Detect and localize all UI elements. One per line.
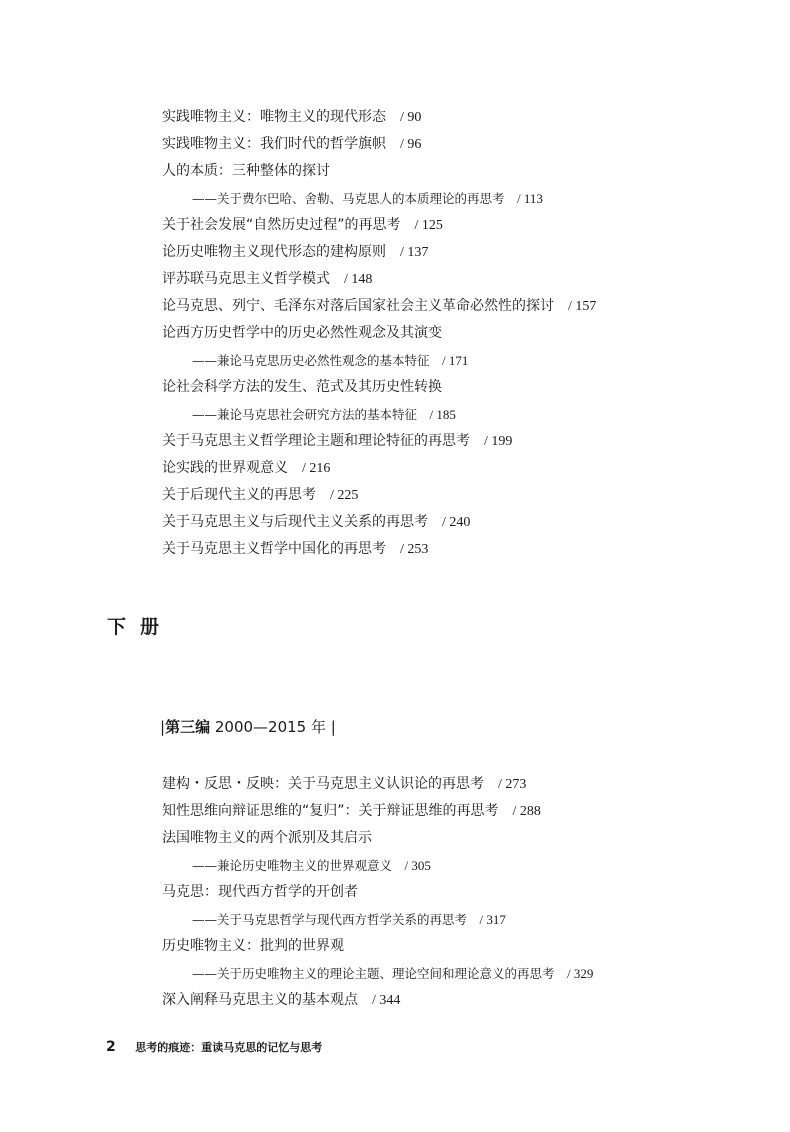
toc-entry-title: ——兼论马克思社会研究方法的基本特征 (192, 407, 418, 422)
toc-entry (162, 536, 762, 563)
toc-entry (162, 879, 762, 906)
toc-entry-page: / 171 (442, 353, 469, 368)
toc-entry-title: 马克思：现代西方哲学的开创者 (162, 884, 358, 900)
toc-entry-title: 实践唯物主义：我们时代的哲学旗帜 (162, 136, 386, 152)
toc-subtitle-entry (162, 401, 762, 428)
toc-entry-title: 知性思维向辩证思维的“复归”：关于辩证思维的再思考 (162, 803, 499, 819)
toc-entry-title: 论社会科学方法的发生、范式及其历史性转换 (162, 379, 442, 395)
toc-entry-title: 建构・反思・反映：关于马克思主义认识论的再思考 (162, 776, 484, 792)
toc-entry (162, 158, 762, 185)
toc-entry-page: / 157 (568, 299, 597, 314)
toc-entry-page: / 225 (330, 488, 359, 503)
toc-entry-page: / 113 (517, 191, 543, 206)
toc-subtitle-entry (162, 852, 762, 879)
toc-entry (162, 131, 762, 158)
toc-entry-title: 论马克思、列宁、毛泽东对落后国家社会主义革命必然性的探讨 (162, 298, 554, 314)
toc-subtitle-entry (162, 347, 762, 374)
toc-entry-title: ——兼论马克思历史必然性观念的基本特征 (192, 353, 430, 368)
toc-entry-title: ——关于费尔巴哈、舍勒、马克思人的本质理论的再思考 (192, 191, 505, 206)
toc-entry (162, 933, 762, 960)
toc-entry-title: 论西方历史哲学中的历史必然性观念及其演变 (162, 325, 442, 341)
footer-page-number: 2 (106, 1039, 116, 1055)
toc-entry-title: 论实践的世界观意义 (162, 460, 288, 476)
part-header-bar-right: | (330, 718, 336, 736)
toc-subtitle-entry (162, 906, 762, 933)
toc-entry-page: / 216 (302, 461, 331, 476)
toc-entry-title: 关于马克思主义哲学理论主题和理论特征的再思考 (162, 433, 470, 449)
toc-entry (162, 509, 762, 536)
toc-entry-page: / 185 (429, 407, 456, 422)
toc-entry-page: / 199 (484, 434, 513, 449)
toc-entry-page: / 288 (512, 804, 541, 819)
part-header-years: 2000—2015 年 (214, 718, 326, 736)
toc-entry-title: 关于马克思主义与后现代主义关系的再思考 (162, 514, 428, 530)
toc-entry-title: 论历史唯物主义现代形态的建构原则 (162, 244, 386, 260)
toc-entry (162, 374, 762, 401)
toc-entry-title: 关于社会发展“自然历史过程”的再思考 (162, 217, 401, 233)
toc-list-upper (162, 104, 762, 563)
toc-entry-page: / 96 (400, 137, 422, 152)
volume-title: 下册 (107, 616, 174, 638)
toc-entry-page: / 317 (479, 912, 506, 927)
toc-entry-title: 关于后现代主义的再思考 (162, 487, 316, 503)
part-header-label: 第三编 (165, 718, 211, 736)
toc-entry (162, 266, 762, 293)
toc-entry (162, 771, 762, 798)
toc-entry-page: / 329 (567, 966, 594, 981)
toc-entry-title: 关于马克思主义哲学中国化的再思考 (162, 541, 386, 557)
toc-entry (162, 212, 762, 239)
toc-entry-title: 实践唯物主义：唯物主义的现代形态 (162, 109, 386, 125)
toc-entry-page: / 148 (344, 272, 373, 287)
toc-entry-page: / 344 (372, 993, 401, 1008)
page-footer (106, 1039, 322, 1055)
part-header (160, 716, 336, 737)
toc-entry-page: / 305 (404, 858, 431, 873)
toc-entry (162, 482, 762, 509)
toc-entry (162, 428, 762, 455)
toc-entry-title: 法国唯物主义的两个派别及其启示 (162, 830, 372, 846)
toc-entry-title: 深入阐释马克思主义的基本观点 (162, 992, 358, 1008)
toc-entry-page: / 273 (498, 777, 527, 792)
toc-entry (162, 798, 762, 825)
toc-entry-title: 人的本质：三种整体的探讨 (162, 163, 330, 179)
toc-entry-page: / 253 (400, 542, 429, 557)
toc-entry-title: 历史唯物主义：批判的世界观 (162, 938, 344, 954)
toc-entry (162, 825, 762, 852)
toc-entry-title: ——关于马克思哲学与现代西方哲学关系的再思考 (192, 912, 468, 927)
toc-entry-page: / 137 (400, 245, 429, 260)
footer-book-title: 思考的痕迹：重读马克思的记忆与思考 (135, 1041, 323, 1054)
toc-entry (162, 239, 762, 266)
toc-entry-page: / 240 (442, 515, 471, 530)
toc-entry-title: ——兼论历史唯物主义的世界观意义 (192, 858, 393, 873)
toc-entry-title: 评苏联马克思主义哲学模式 (162, 271, 330, 287)
toc-subtitle-entry (162, 960, 762, 987)
toc-entry (162, 104, 762, 131)
toc-entry-page: / 90 (400, 110, 422, 125)
toc-entry (162, 987, 762, 1014)
part-header-bar-left: | (160, 718, 166, 736)
toc-entry-page: / 125 (414, 218, 443, 233)
toc-entry (162, 455, 762, 482)
toc-subtitle-entry (162, 185, 762, 212)
toc-list-lower (162, 771, 762, 1014)
toc-entry (162, 320, 762, 347)
toc-entry-title: ——关于历史唯物主义的理论主题、理论空间和理论意义的再思考 (192, 966, 555, 981)
toc-entry (162, 293, 762, 320)
